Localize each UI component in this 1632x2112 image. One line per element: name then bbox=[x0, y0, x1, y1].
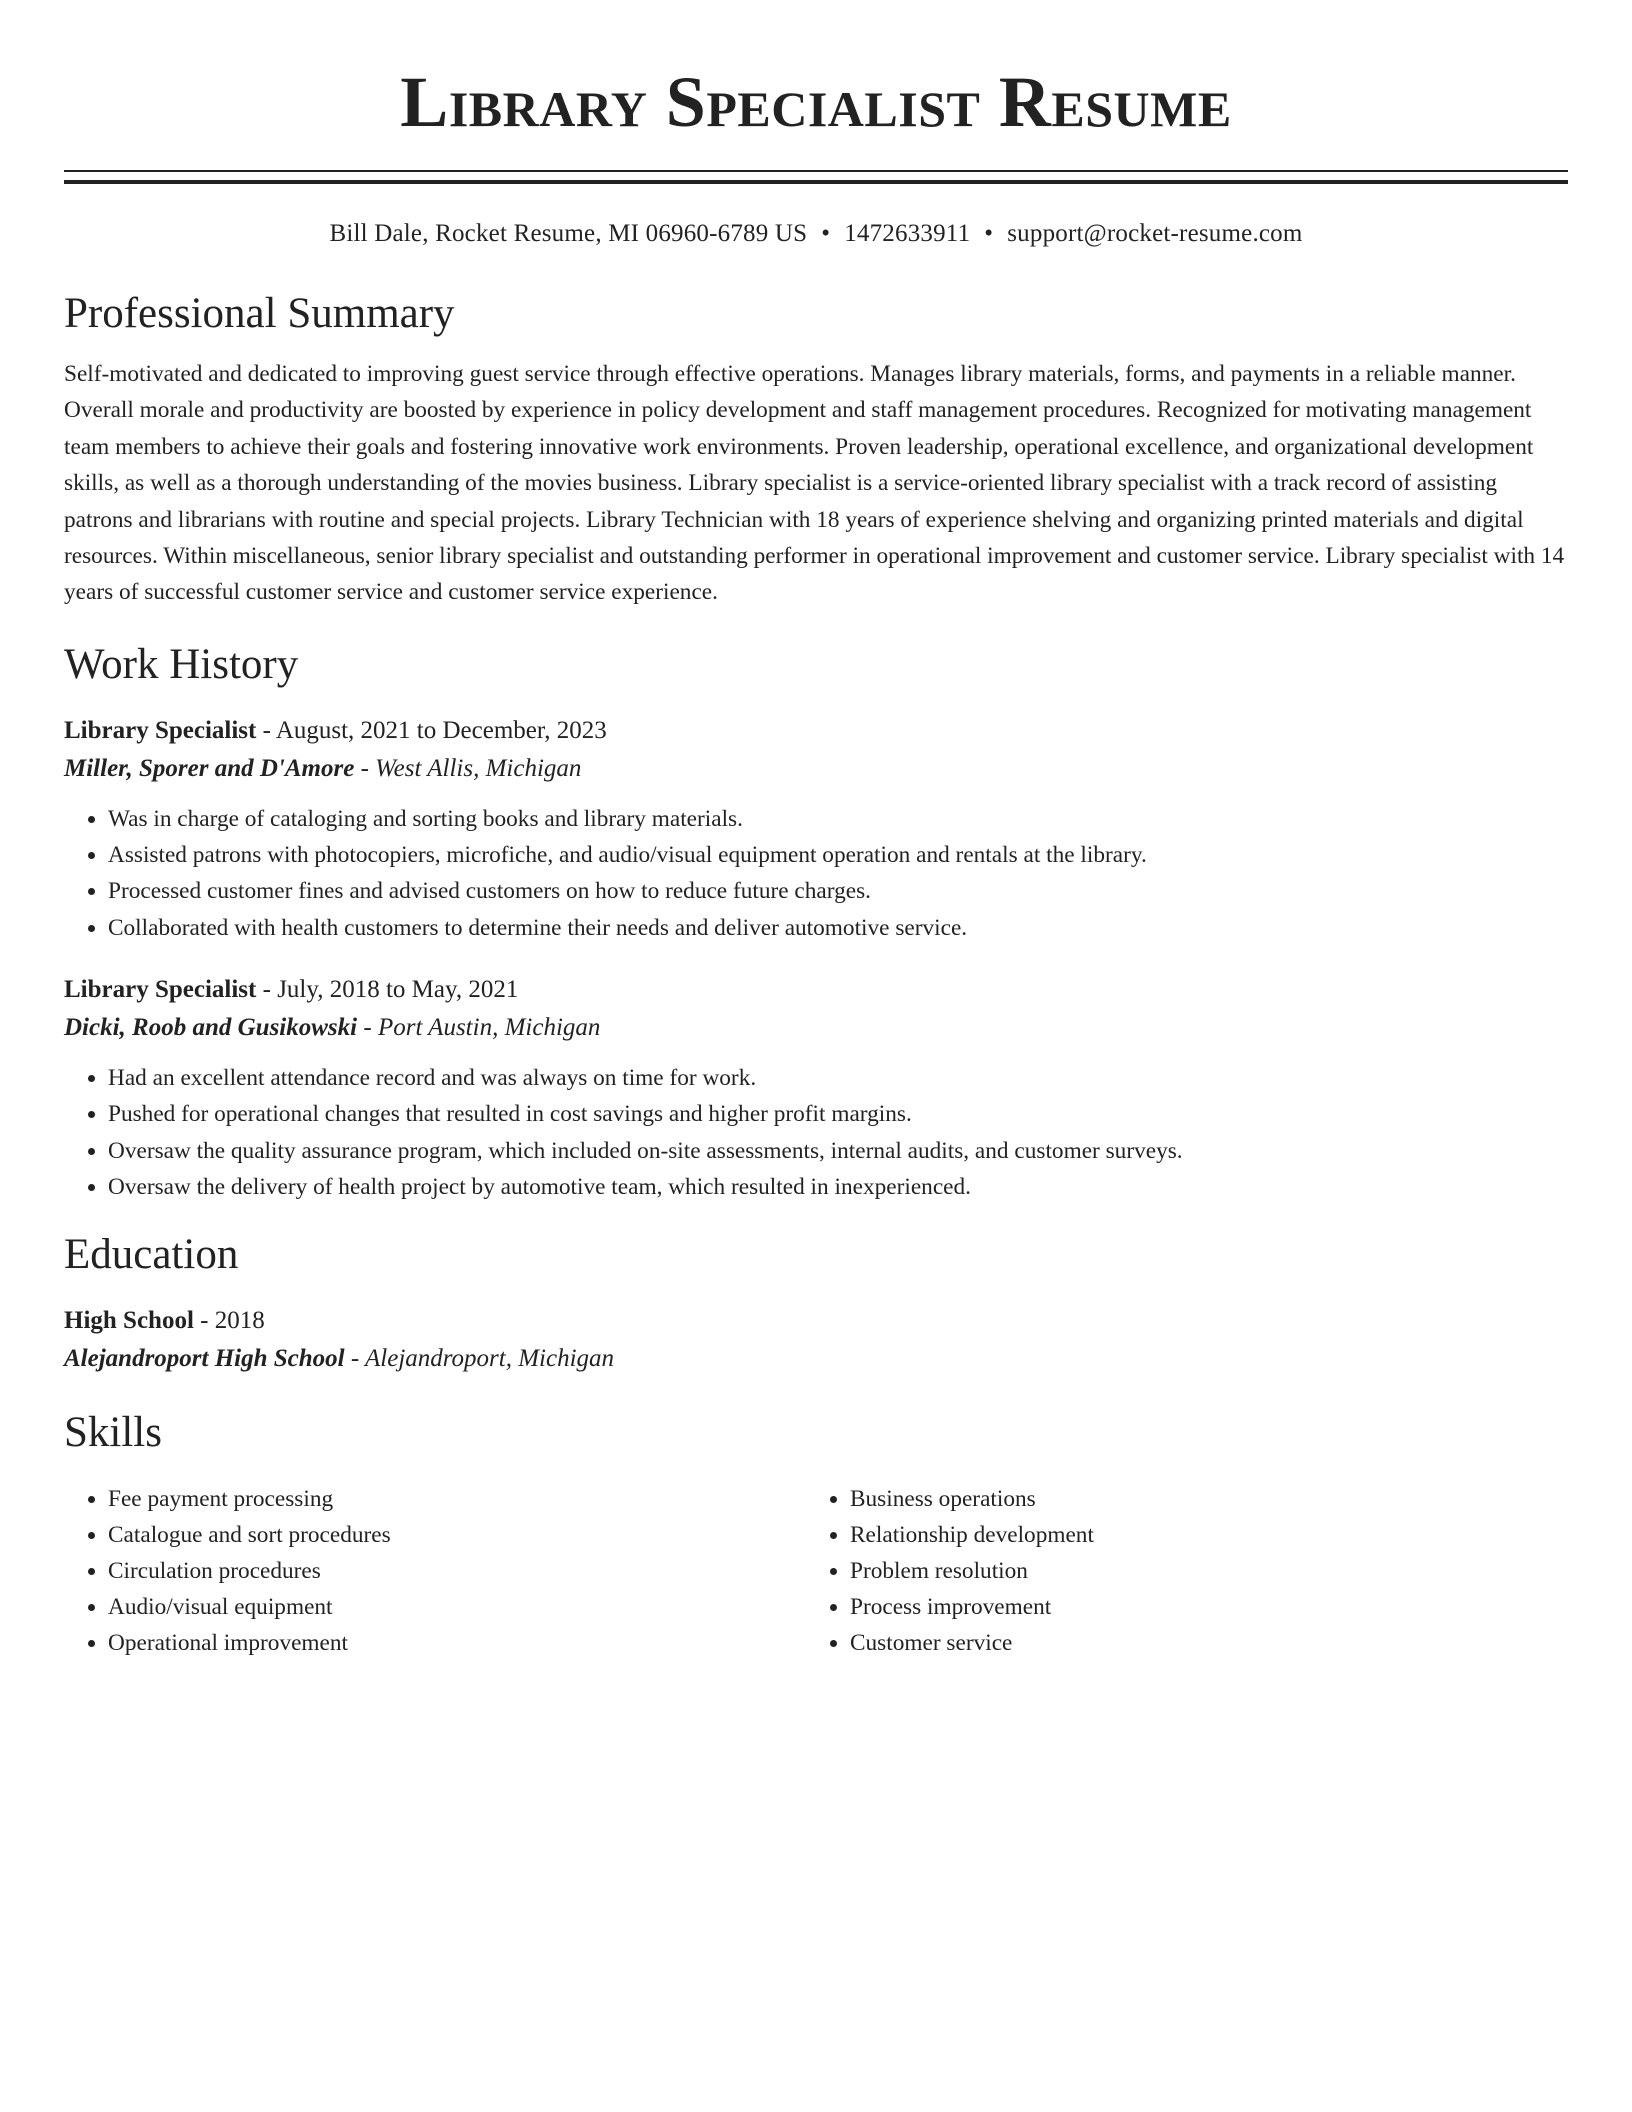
dash: - bbox=[256, 716, 276, 744]
skills-list-left bbox=[64, 1481, 806, 1661]
summary-heading: Professional Summary bbox=[64, 290, 455, 337]
job-role: Library Specialist bbox=[64, 976, 257, 1004]
skills-list-right bbox=[806, 1481, 1548, 1661]
list-item: • Assisted patrons with photocopiers, microfiche, and audio/visual equipment operation and rentals at the library. bbox=[108, 837, 1568, 873]
list-item: • Catalogue and sort procedures bbox=[108, 1517, 806, 1553]
education-heading: Education bbox=[64, 1231, 239, 1279]
job-location: West Allis, Michigan bbox=[375, 754, 582, 782]
list-item: • Pushed for operational changes that resulted in cost savings and higher profit margins. bbox=[108, 1096, 1568, 1132]
dash: - bbox=[357, 1014, 378, 1042]
job-company: Miller, Sporer and D'Amore bbox=[64, 754, 355, 782]
job-role: Library Specialist bbox=[64, 716, 257, 744]
education-year: 2018 bbox=[214, 1307, 265, 1335]
dash: - bbox=[256, 976, 278, 1004]
education-school-line bbox=[64, 1339, 1568, 1379]
job-bullets bbox=[64, 801, 1568, 946]
job-entry bbox=[64, 972, 1568, 1205]
contact-email: support@rocket-resume.com bbox=[1007, 220, 1303, 247]
list-item: • Business operations bbox=[850, 1481, 1548, 1517]
job-title-line bbox=[64, 972, 1568, 1008]
summary-text: Self-motivated and dedicated to improving guest service through effective operations. Manages library materials, forms, and payments in a reliable manner. Overall morale and productivity are boosted by experience in policy development and staff management procedures. Recognized for motivating management team members to achieve their goals and fostering innovative work environments. Proven leadership, operational excellence, and organizational development skills, as well as a thorough understanding of the movies business. Library specialist is a service-oriented library specialist with a track record of assisting patrons and librarians with routine and special projects. Library Technician with 18 years of experience shelving and organizing printed materials and digital resources. Within miscellaneous, senior library specialist and outstanding performer in operational improvement and customer service. Library specialist with 14 years of successful customer service and customer service experience. bbox=[64, 361, 1565, 606]
contact-line bbox=[64, 218, 1568, 250]
education-location: Alejandroport, Michigan bbox=[365, 1345, 615, 1373]
job-bullets bbox=[64, 1060, 1568, 1205]
title-double-rule bbox=[64, 170, 1568, 184]
list-item: • Processed customer fines and advised customers on how to reduce future charges. bbox=[108, 873, 1568, 909]
job-company-line bbox=[64, 749, 1568, 789]
dash: - bbox=[344, 1345, 365, 1373]
list-item: • Circulation procedures bbox=[108, 1553, 806, 1589]
list-item: • Process improvement bbox=[850, 1589, 1548, 1625]
job-entry bbox=[64, 713, 1568, 946]
job-title-line bbox=[64, 713, 1568, 749]
job-company: Dicki, Roob and Gusikowski bbox=[64, 1014, 358, 1042]
dash: - bbox=[354, 754, 376, 782]
education-degree-line bbox=[64, 1303, 1568, 1339]
list-item: • Relationship development bbox=[850, 1517, 1548, 1553]
list-item: • Operational improvement bbox=[108, 1625, 806, 1661]
contact-phone: 1472633911 bbox=[844, 220, 971, 247]
job-location: Port Austin, Michigan bbox=[377, 1014, 601, 1042]
contact-separator: • bbox=[984, 220, 994, 247]
resume-title: Library Specialist Resume bbox=[400, 62, 1232, 142]
dash: - bbox=[193, 1307, 215, 1335]
education-school: Alejandroport High School bbox=[64, 1345, 345, 1373]
job-company-line bbox=[64, 1008, 1568, 1048]
skills-columns bbox=[64, 1481, 1568, 1661]
education-degree: High School bbox=[64, 1307, 194, 1335]
job-dates: August, 2021 to December, 2023 bbox=[275, 716, 607, 744]
work-history-heading: Work History bbox=[64, 640, 299, 688]
list-item: • Oversaw the quality assurance program, which included on-site assessments, internal audits, and customer surveys. bbox=[108, 1133, 1568, 1169]
list-item: • Was in charge of cataloging and sorting books and library materials. bbox=[108, 801, 1568, 837]
list-item: • Had an excellent attendance record and was always on time for work. bbox=[108, 1060, 1568, 1096]
list-item: • Customer service bbox=[850, 1625, 1548, 1661]
contact-address: Bill Dale, Rocket Resume, MI 06960-6789 US bbox=[329, 220, 808, 247]
job-dates: July, 2018 to May, 2021 bbox=[277, 976, 519, 1004]
list-item: • Oversaw the delivery of health project by automotive team, which resulted in inexperienced. bbox=[108, 1169, 1568, 1205]
education-entry bbox=[64, 1303, 1568, 1379]
list-item: • Problem resolution bbox=[850, 1553, 1548, 1589]
list-item: • Fee payment processing bbox=[108, 1481, 806, 1517]
skills-heading: Skills bbox=[64, 1409, 162, 1457]
list-item: • Collaborated with health customers to determine their needs and deliver automotive service. bbox=[108, 910, 1568, 946]
contact-separator: • bbox=[821, 220, 831, 247]
list-item: • Audio/visual equipment bbox=[108, 1589, 806, 1625]
